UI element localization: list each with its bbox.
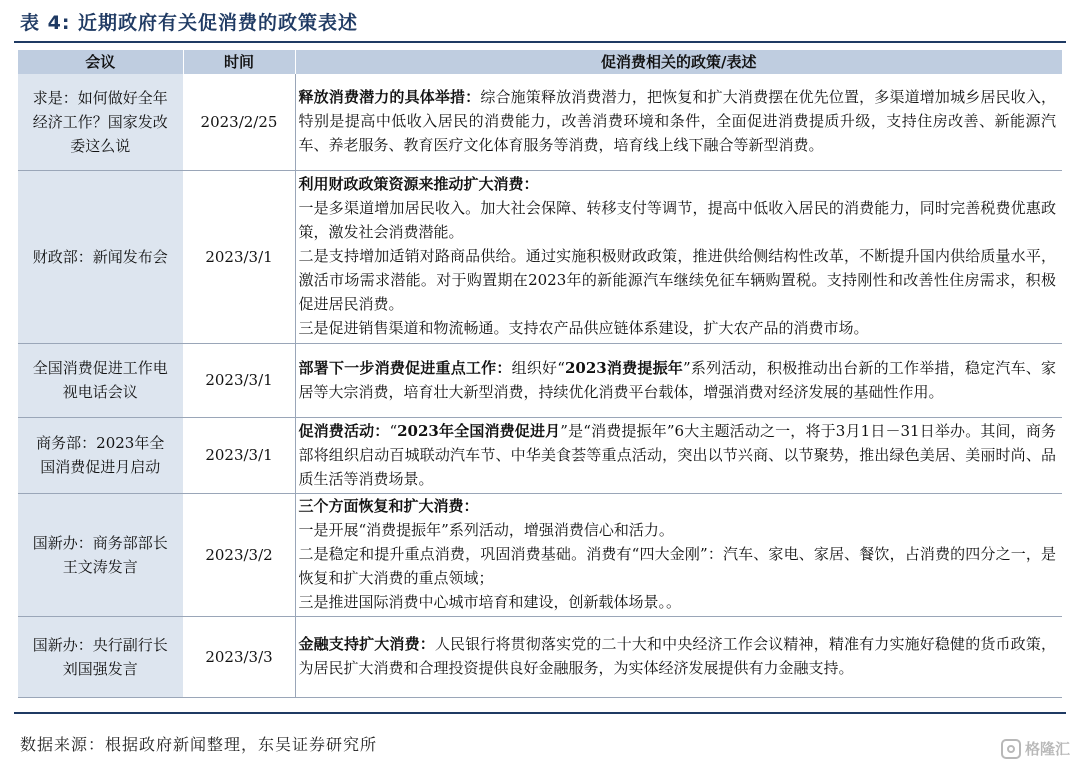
policy-table [18,50,1062,698]
date-cell: 2023/3/1 [183,170,295,343]
policy-lead: 部署下一步消费促进重点工作： [298,358,512,377]
policy-cell [295,170,1062,343]
policy-text-post: ”是“消费提振年”6大主题活动之一，将于3月1日－31日举办。其间，商务部将组织启动百城联动汽车节、中华美食荟等重点活动，突出以节兴商、以节聚势，推出绿色美居、美丽时尚、品质生活等消费场景。 [298,421,1056,488]
policy-point-2: 二是稳定和提升重点消费，巩固消费基础。消费有“四大金刚”：汽车、家电、家居、餐饮，占消费的四分之一，是恢复和扩大消费的重点领域； [298,545,1056,587]
policy-point-3: 三是推进国际消费中心城市培育和建设，创新载体场景。。 [298,593,682,611]
policy-lead: 促消费活动： [298,421,390,440]
policy-point-1: 一是开展“消费提振年”系列活动，增强消费信心和活力。 [298,521,674,539]
policy-body: 人民银行将贯彻落实党的二十大和中央经济工作会议精神，精准有力实施好稳健的货币政策，为居民扩大消费和合理投资提供良好金融服务，为实体经济发展提供有力金融支持。 [298,635,1056,677]
data-source-note: 数据来源：根据政府新闻整理，东吴证券研究所 [20,735,378,754]
policy-cell [295,343,1062,417]
policy-cell [295,493,1062,616]
meeting-cell: 全国消费促进工作电视电话会议 [18,343,183,417]
title-divider [14,41,1066,43]
table-row [18,493,1062,616]
policy-lead: 利用财政政策资源来推动扩大消费： [298,175,539,193]
table-row [18,170,1062,343]
policy-body: 综合施策释放消费潜力，把恢复和扩大消费摆在优先位置，多渠道增加城乡居民收入，特别是提高中低收入居民的消费能力，改善消费环境和条件，全面促进消费提质升级，支持住房改善、新能源汽车、养老服务、教育医疗文化体育服务等消费，培育线上线下融合等新型消费。 [298,88,1056,155]
date-cell: 2023/2/25 [183,74,295,170]
meeting-cell: 国新办：央行副行长刘国强发言 [18,616,183,697]
bottom-divider [14,712,1066,714]
header-policy: 促消费相关的政策/表述 [295,50,1062,74]
table-title: 表 4: 近期政府有关促消费的政策表述 [20,12,359,34]
policy-text-post: ”系列活动，积极推动出台新的工作举措，稳定汽车、家居等大宗消费，培育壮大新型消费，持续优化消费平台载体，增强消费对经济发展的基础性作用。 [298,358,1057,401]
policy-point-3: 三是促进销售渠道和物流畅通。支持农产品供应链体系建设，扩大农产品的消费市场。 [298,319,869,337]
policy-highlight: 2023年全国消费促进月 [397,421,561,440]
policy-lead: 释放消费潜力的具体举措： [298,88,481,107]
meeting-cell: 求是：如何做好全年经济工作？国家发改委这么说 [18,74,183,170]
date-cell: 2023/3/1 [183,343,295,417]
table-row [18,343,1062,417]
policy-highlight: 2023消费提振年 [564,358,684,377]
policy-lead: 三个方面恢复和扩大消费： [298,497,479,515]
policy-point-1: 一是多渠道增加居民收入。加大社会保障、转移支付等调节，提高中低收入居民的消费能力，同时完善税费优惠政策，激发社会消费潜能。 [298,199,1056,241]
header-meeting: 会议 [18,50,183,74]
policy-cell [295,74,1062,170]
meeting-cell: 财政部：新闻发布会 [18,170,183,343]
header-date: 时间 [183,50,295,74]
meeting-cell: 国新办：商务部部长王文涛发言 [18,493,183,616]
table-header-row [18,50,1062,74]
policy-cell [295,417,1062,493]
table-row [18,74,1062,170]
policy-point-2: 二是支持增加适销对路商品供给。通过实施积极财政政策，推进供给侧结构性改革，不断提升国内供给质量水平，激活市场需求潜能。对于购置期在2023年的新能源汽车继续免征车辆购置税。支持刚性和改善性住房需求，积极促进居民消费。 [298,247,1056,313]
table-row [18,616,1062,697]
policy-lead: 金融支持扩大消费： [298,635,435,653]
date-cell: 2023/3/1 [183,417,295,493]
brand-logo-icon [1001,739,1021,759]
date-cell: 2023/3/3 [183,616,295,697]
watermark [1001,738,1070,759]
table-row [18,417,1062,493]
meeting-cell: 商务部：2023年全国消费促进月启动 [18,417,183,493]
date-cell: 2023/3/2 [183,493,295,616]
watermark-text: 格隆汇 [1024,740,1070,758]
policy-text-pre: 组织好“ [511,358,565,377]
policy-cell [295,616,1062,697]
policy-text-pre: “ [389,421,398,440]
